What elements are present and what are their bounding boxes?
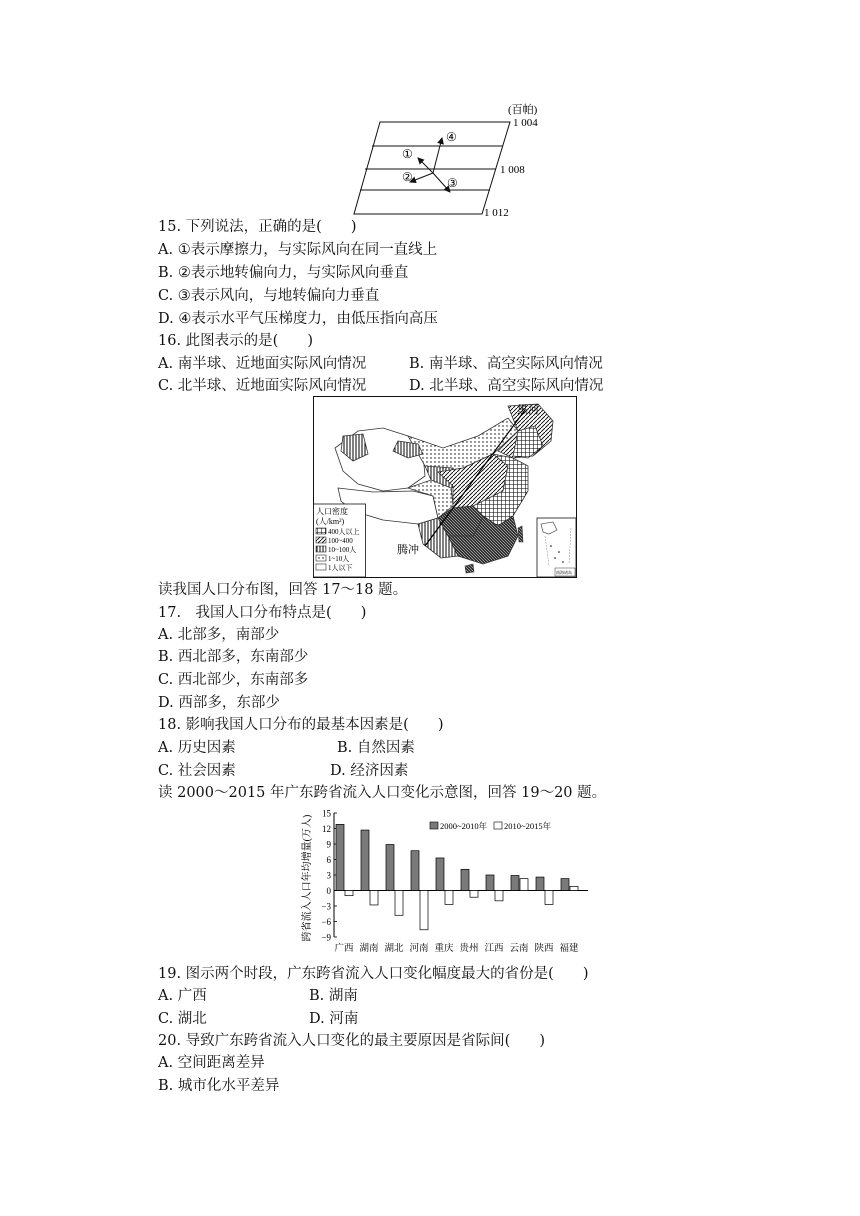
q17-option-b[interactable]: B. 西北部多，东南部少 [158,649,309,665]
bar-s2 [370,891,378,905]
y-tick-label: 6 [326,855,331,865]
bar-s1 [386,845,394,891]
pressure-1012: 1 012 [484,207,509,219]
migration-bar-chart [298,804,592,962]
legend-title-2: (人/km²) [316,517,345,526]
arrow-1 [418,158,433,173]
bar-s2 [520,879,528,891]
legend-swatch-1 [316,528,326,534]
q15-option-b[interactable]: B. ②表示地转偏向力，与实际风向垂直 [158,265,409,281]
arrow-2 [410,173,433,182]
q15-option-a[interactable]: A. ①表示摩擦力，与实际风向在同一直线上 [158,242,438,258]
arrow-4 [433,138,442,173]
region-taiwan [518,526,523,542]
intro-19-20: 读 2000～2015 年广东跨省流入人口变化示意图，回答 19～20 题。 [158,785,607,801]
bar-s1 [511,876,519,891]
x-tick-label: 陕西 [534,944,554,954]
isobar-figure [350,100,550,220]
pressure-unit: (百帕) [508,104,538,116]
y-tick-label: −9 [321,932,331,943]
q20-stem: 20. 导致广东跨省流入人口变化的最主要原因是省际间( ) [158,1033,545,1049]
label-tengchong: 腾冲 [397,544,419,556]
legend-label-5: 1人以下 [328,564,353,572]
bar-s2 [470,891,478,898]
bar-s1 [461,869,469,890]
x-tick-label: 湖北 [384,944,404,954]
bar-s2 [545,891,553,905]
q17-option-d[interactable]: D. 西部多，东部少 [158,695,280,711]
marker-1: ① [402,147,413,161]
q19-option-b[interactable]: B. 湖南 [309,988,358,1004]
legend-swatch-2 [316,537,326,543]
legend-swatch-s2 [494,822,502,829]
inset-label: 南海诸岛 [556,570,572,575]
q16-option-b[interactable]: B. 南半球、高空实际风向情况 [409,356,603,372]
pressure-1008: 1 008 [500,164,525,176]
q20-option-b[interactable]: B. 城市化水平差异 [158,1078,280,1094]
legend-label-2: 100~400 [328,537,353,545]
population-map [313,396,577,578]
x-tick-label: 广西 [334,944,354,954]
legend-label-1: 400人以上 [328,528,360,536]
label-heihe: 黑河 [517,404,539,416]
bar-s2 [420,891,428,930]
x-tick-label: 河南 [409,944,429,954]
x-tick-label: 江西 [484,944,504,954]
y-tick-label: −6 [321,917,331,927]
q18-stem: 18. 影响我国人口分布的最基本因素是( ) [158,717,444,733]
intro-17-18: 读我国人口分布图，回答 17～18 题。 [158,582,408,598]
legend-label-3: 10~100人 [328,546,357,554]
q15-stem: 15. 下列说法，正确的是( ) [158,219,357,235]
q15-option-c[interactable]: C. ③表示风向，与地转偏向力垂直 [158,288,380,304]
bar-s1 [486,875,494,891]
y-tick-label: −3 [321,901,331,912]
bar-s1 [411,851,419,891]
y-tick-label: 3 [326,870,331,881]
legend-swatch-4 [316,555,326,561]
bar-s1 [436,858,444,891]
q16-option-c[interactable]: C. 北半球、近地面实际风向情况 [158,378,367,394]
q18-option-d[interactable]: D. 经济因素 [330,763,409,779]
y-tick-label: 9 [326,839,331,850]
bar-s2 [345,891,353,896]
q20-option-a[interactable]: A. 空间距离差异 [158,1055,265,1071]
marker-2: ② [402,170,413,184]
q18-option-b[interactable]: B. 自然因素 [337,740,415,756]
bar-s2 [570,886,578,890]
y-tick-label: 15 [322,808,331,819]
bar-s1 [561,879,569,891]
bar-s1 [361,830,369,890]
bar-s2 [445,891,453,905]
x-tick-label: 湖南 [359,944,379,954]
legend-swatch-5 [316,564,326,570]
legend-label-s2: 2010~2015年 [504,821,552,831]
x-tick-label: 福建 [559,944,579,954]
x-tick-label: 贵州 [459,944,479,954]
y-tick-label: 0 [326,886,331,896]
q15-option-d[interactable]: D. ④表示水平气压梯度力，由低压指向高压 [158,311,438,327]
bar-s1 [536,877,544,890]
q17-option-a[interactable]: A. 北部多，南部少 [158,627,280,643]
q16-option-d[interactable]: D. 北半球、高空实际风向情况 [409,378,604,394]
q19-option-d[interactable]: D. 河南 [309,1011,359,1027]
marker-3: ③ [447,176,458,190]
q19-option-c[interactable]: C. 湖北 [158,1011,207,1027]
legend-label-4: 1~10人 [328,555,350,563]
marker-4: ④ [446,130,457,144]
q16-stem: 16. 此图表示的是( ) [158,333,313,349]
y-tick-label: 12 [322,824,331,834]
legend-swatch-3 [316,546,326,552]
legend-swatch-s1 [430,822,438,829]
x-tick-label: 重庆 [434,944,454,954]
legend-label-s1: 2000~2010年 [440,821,488,831]
q17-stem: 17. 我国人口分布特点是( ) [158,605,367,621]
q17-option-c[interactable]: C. 西北部少，东南部多 [158,672,309,688]
y-axis-label: 跨省流入人口年均增量(万人) [302,814,313,942]
bar-s2 [495,891,503,901]
pressure-1004: 1 004 [513,117,538,129]
legend-title-1: 人口密度 [316,507,348,516]
q18-option-c[interactable]: C. 社会因素 [158,763,236,779]
isobar-frame [354,122,510,214]
bar-s1 [336,824,344,890]
x-tick-label: 云南 [509,944,529,954]
q16-option-a[interactable]: A. 南半球、近地面实际风向情况 [158,356,367,372]
bar-s2 [395,891,403,916]
chart-legend [430,821,552,831]
q19-option-a[interactable]: A. 广西 [158,988,207,1004]
q19-stem: 19. 图示两个时段，广东跨省流入人口变化幅度最大的省份是( ) [158,966,589,982]
q18-option-a[interactable]: A. 历史因素 [158,740,236,756]
